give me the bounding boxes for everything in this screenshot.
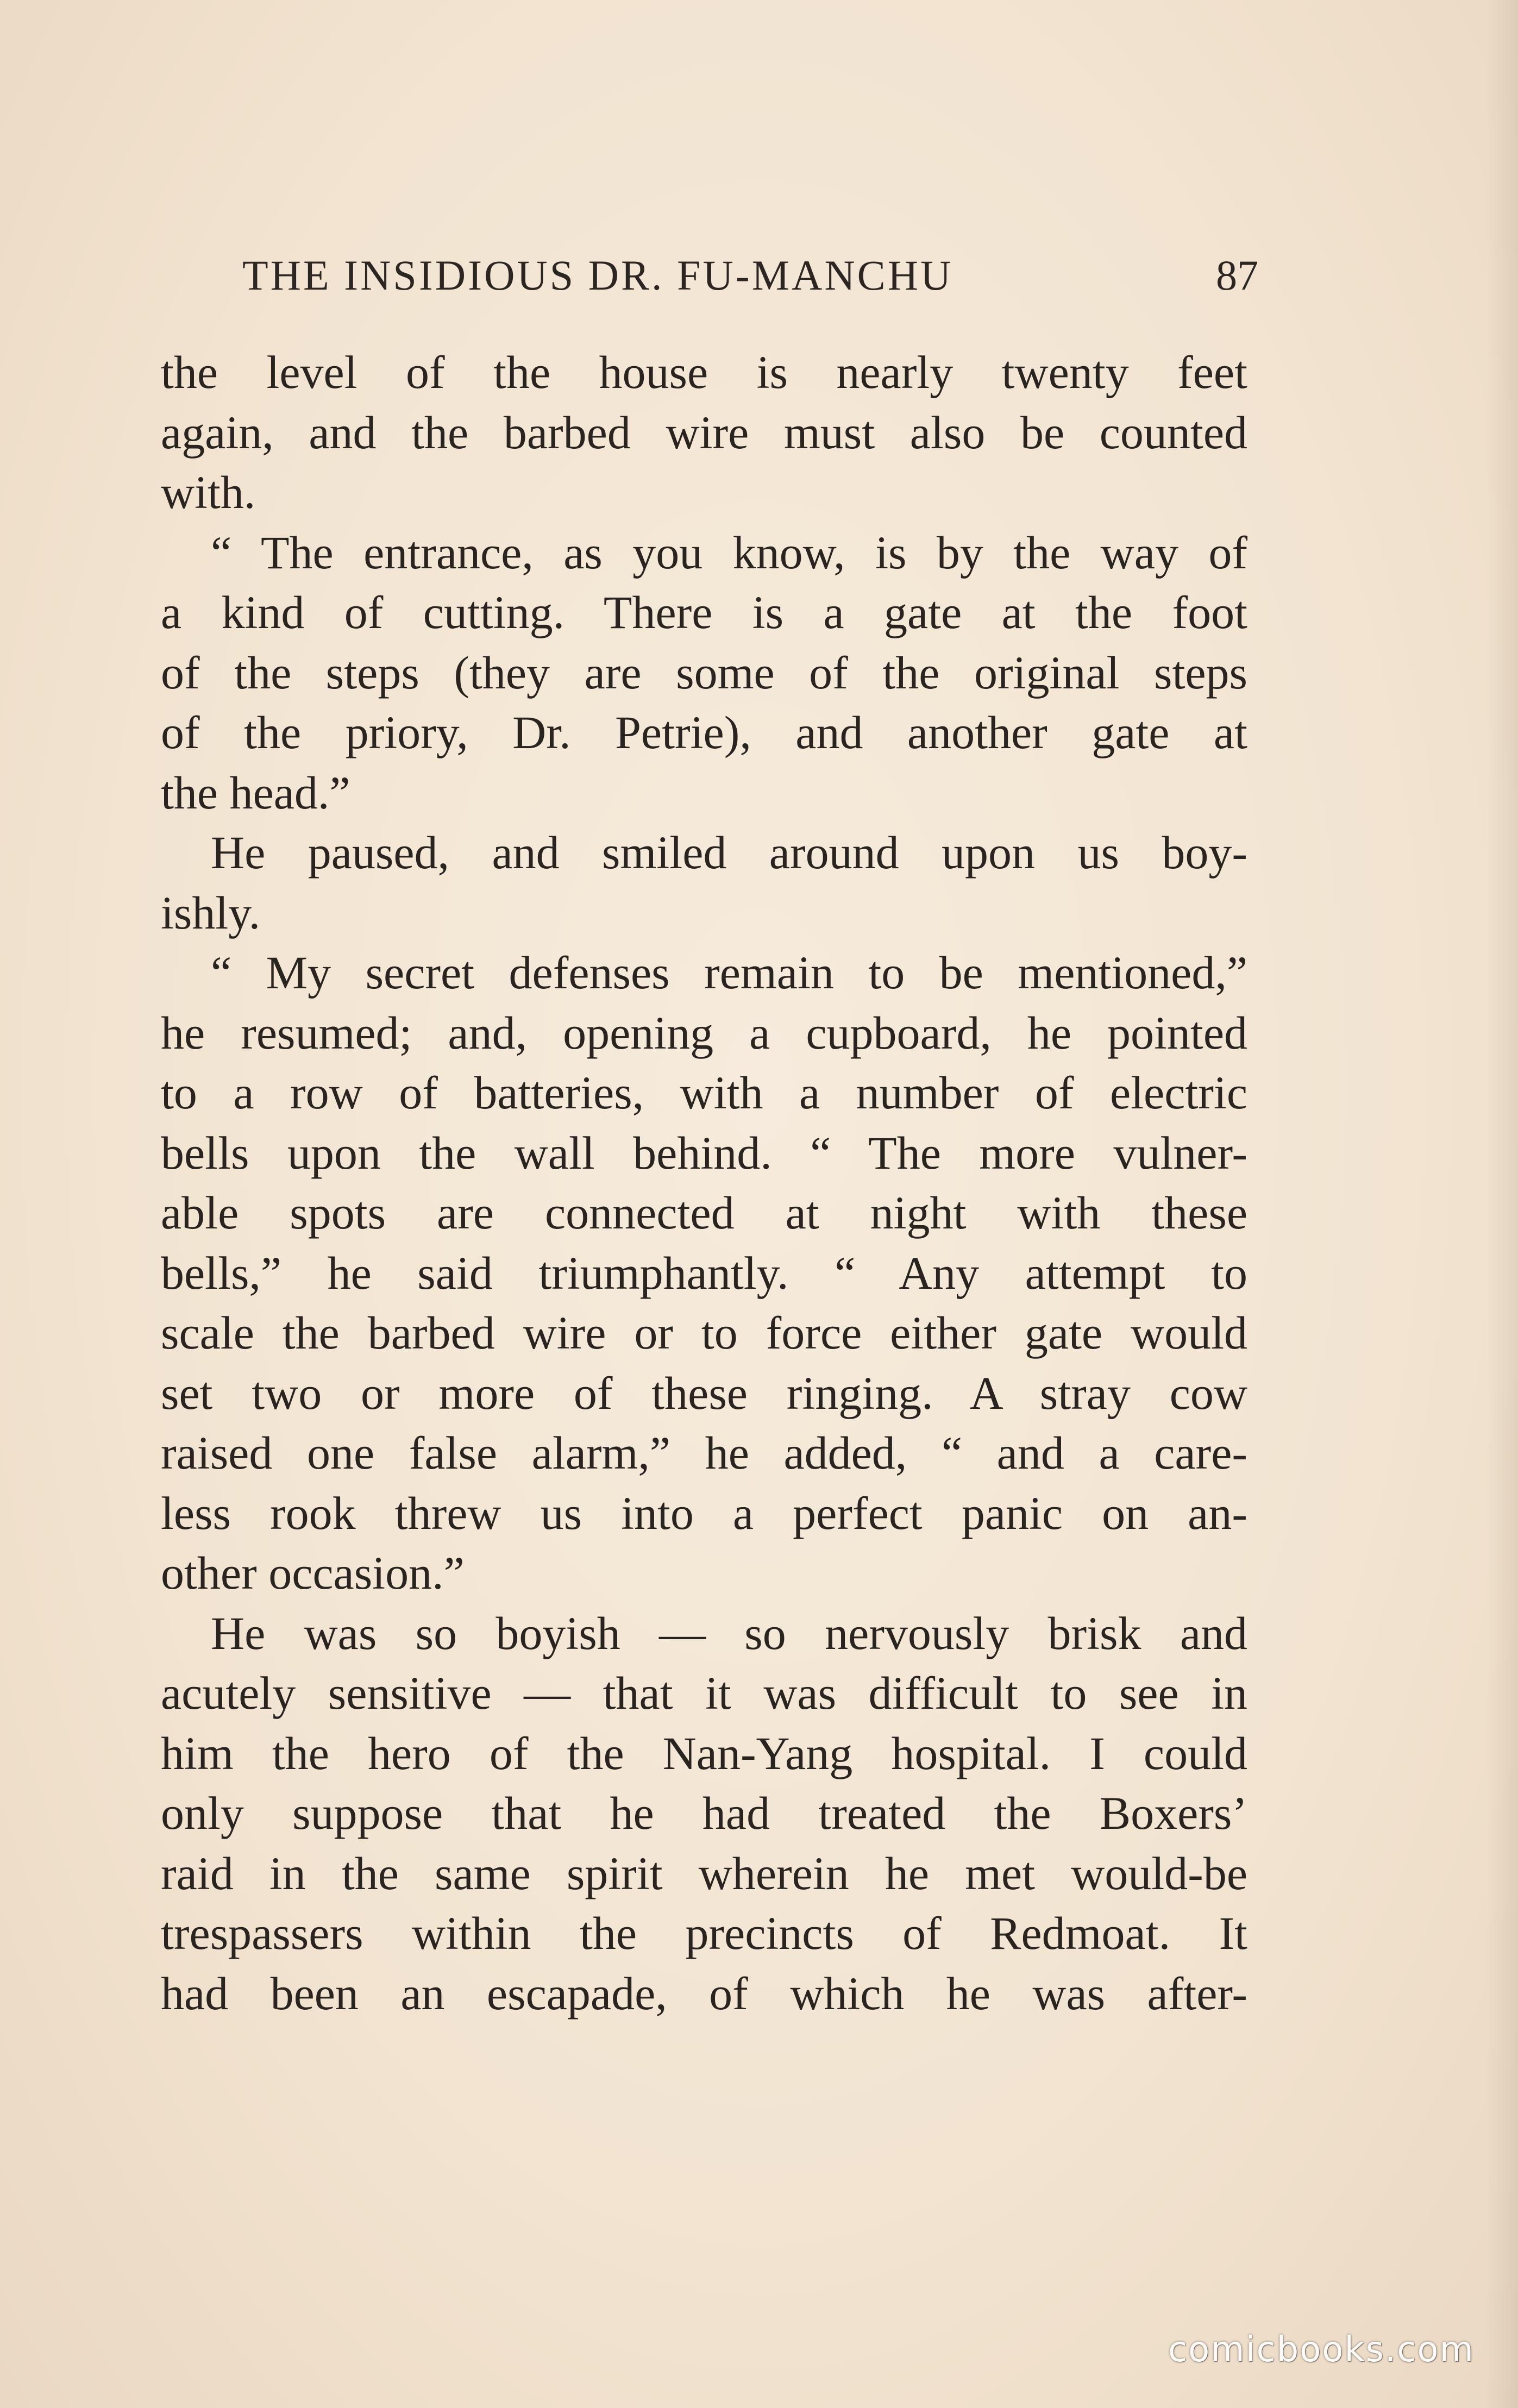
text-line: he resumed; and, opening a cupboard, he pointed	[161, 1006, 1247, 1059]
text-line: again, and the barbed wire must also be counted	[161, 406, 1247, 459]
text-line: had been an escapade, of which he was after-	[161, 1967, 1247, 2020]
text-line: He was so boyish — so nervously brisk and	[211, 1607, 1247, 1659]
text-line: ishly.	[161, 886, 261, 939]
text-line: of the steps (they are some of the original steps	[161, 646, 1247, 699]
body-text	[161, 342, 1247, 2023]
running-head-title: THE INSIDIOUS DR. FU-MANCHU	[242, 252, 954, 299]
text-line: scale the barbed wire or to force either gate would	[161, 1307, 1247, 1359]
watermark: comicbooks.com	[1168, 2330, 1475, 2370]
text-line: the head.”	[161, 766, 350, 819]
text-line: other occasion.”	[161, 1547, 465, 1599]
text-line: “ My secret defenses remain to be mentioned,”	[211, 946, 1247, 999]
text-line: He paused, and smiled around upon us boy-	[211, 826, 1247, 879]
text-line: “ The entrance, as you know, is by the way of	[211, 526, 1247, 579]
text-line: to a row of batteries, with a number of electric	[161, 1067, 1247, 1119]
text-line: of the priory, Dr. Petrie), and another gate at	[161, 706, 1247, 758]
text-line: set two or more of these ringing. A stray cow	[161, 1366, 1247, 1419]
text-line: with.	[161, 466, 256, 518]
text-line: acutely sensitive — that it was difficult to see in	[161, 1667, 1247, 1719]
text-line: able spots are connected at night with these	[161, 1187, 1247, 1239]
text-line: the level of the house is nearly twenty feet	[161, 346, 1247, 398]
text-line: bells upon the wall behind. “ The more vulner-	[161, 1126, 1247, 1179]
text-line: bells,” he said triumphantly. “ Any attempt to	[161, 1246, 1247, 1299]
text-line: raised one false alarm,” he added, “ and a care-	[161, 1427, 1247, 1479]
text-line: him the hero of the Nan-Yang hospital. I could	[161, 1727, 1247, 1779]
text-line: raid in the same spirit wherein he met would-be	[161, 1847, 1247, 1899]
running-head	[242, 251, 1258, 305]
text-line: only suppose that he had treated the Boxers’	[161, 1787, 1247, 1839]
text-line: a kind of cutting. There is a gate at the foot	[161, 586, 1247, 638]
text-line: trespassers within the precincts of Redmoat. It	[161, 1907, 1247, 1959]
text-line: less rook threw us into a perfect panic on an-	[161, 1487, 1247, 1539]
page-number: 87	[1216, 252, 1258, 299]
